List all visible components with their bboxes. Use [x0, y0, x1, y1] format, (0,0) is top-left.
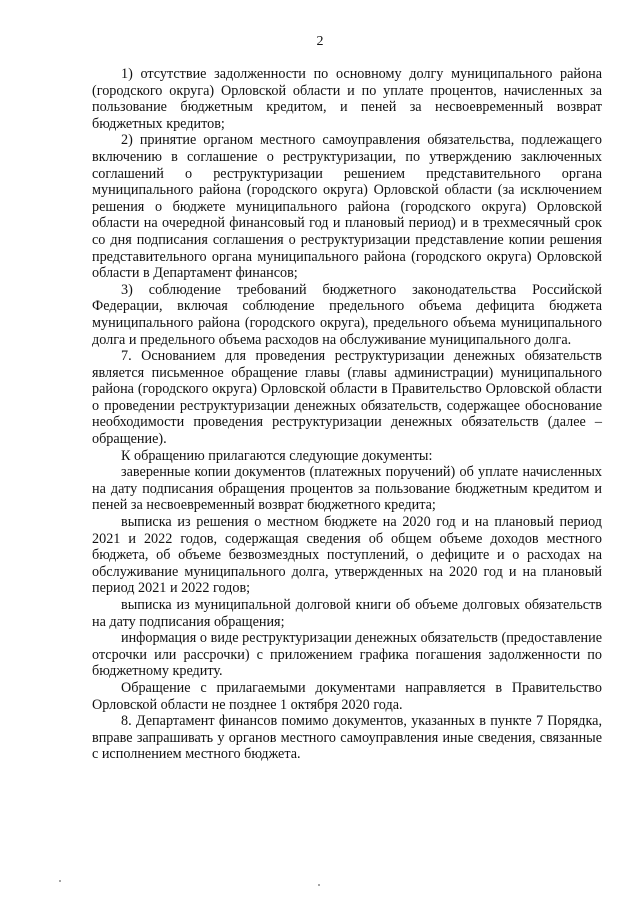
- paragraph-attachment-budget-extract: выписка из решения о местном бюджете на 2020 год и на плановый период 2021 и 2022 годов, содержащая сведения об общем объеме доходов местного бюджета, об объеме безвозмездных поступлений, о дефиците и о расходах на обслуживание муниципального долга, утвержденных на 2020 год и на плановый период 2021 и 2022 годов;: [92, 514, 602, 597]
- paragraph-item-8: 8. Департамент финансов помимо документов, указанных в пункте 7 Порядка, вправе запрашивать у органов местного самоуправления иные сведения, связанные с исполнением местного бюджета.: [92, 713, 602, 763]
- paragraph-condition-1: 1) отсутствие задолженности по основному долгу муниципального района (городского округа) Орловской области и по уплате процентов, начисленных за пользование бюджетным кредитом, и пеней за несвоевременный возврат бюджетных кредитов;: [92, 66, 602, 132]
- paragraph-attachment-restructuring-info: информация о виде реструктуризации денежных обязательств (предоставление отсрочки или рассрочки) с приложением графика погашения задолженности по бюджетному кредиту.: [92, 630, 602, 680]
- paragraph-attachment-debt-book-extract: выписка из муниципальной долговой книги об объеме долговых обязательств на дату подписания обращения;: [92, 597, 602, 630]
- paragraph-attachments-intro: К обращению прилагаются следующие документы:: [121, 447, 433, 464]
- paragraph-submission-deadline: Обращение с прилагаемыми документами направляется в Правительство Орловской области не позднее 1 октября 2020 года.: [92, 679, 602, 713]
- document-body: [92, 66, 602, 763]
- paragraph-attachment-payment-copies: заверенные копии документов (платежных поручений) об уплате начисленных на дату подписания обращения процентов за пользование бюджетным кредитом и пеней за несвоевременный возврат бюджетного кредита;: [92, 464, 602, 514]
- scan-speck: [318, 884, 320, 886]
- scan-speck: [59, 880, 61, 882]
- paragraph-condition-2: 2) принятие органом местного самоуправления обязательства, подлежащего включению в соглашение о реструктуризации, по утверждению заключенных соглашений о реструктуризации решением представительного органа муниципального района (городского округа) Орловской области (за исключением решения о бюджете муниципального района (городского округа) Орловской области на очередной финансовый год и плановый период) и в трехмесячный срок со дня подписания соглашения о реструктуризации представление копии решения представительного органа муниципального района (городского округа) Орловской области в Департамент финансов;: [92, 132, 602, 282]
- page-number: 2: [316, 34, 324, 49]
- paragraph-condition-3: 3) соблюдение требований бюджетного законодательства Российской Федерации, включая соблюдение предельного объема дефицита бюджета муниципального района (городского округа), предельного объема муниципального долга и предельного объема расходов на обслуживание муниципального долга.: [92, 281, 602, 348]
- paragraph-item-7: 7. Основанием для проведения реструктуризации денежных обязательств является письменное обращение главы (главы администрации) муниципального района (городского округа) Орловской области в Правительство Орловской области о проведении реструктуризации денежных обязательств, содержащее обоснование необходимости проведения реструктуризации денежных обязательств (далее – обращение).: [92, 348, 602, 448]
